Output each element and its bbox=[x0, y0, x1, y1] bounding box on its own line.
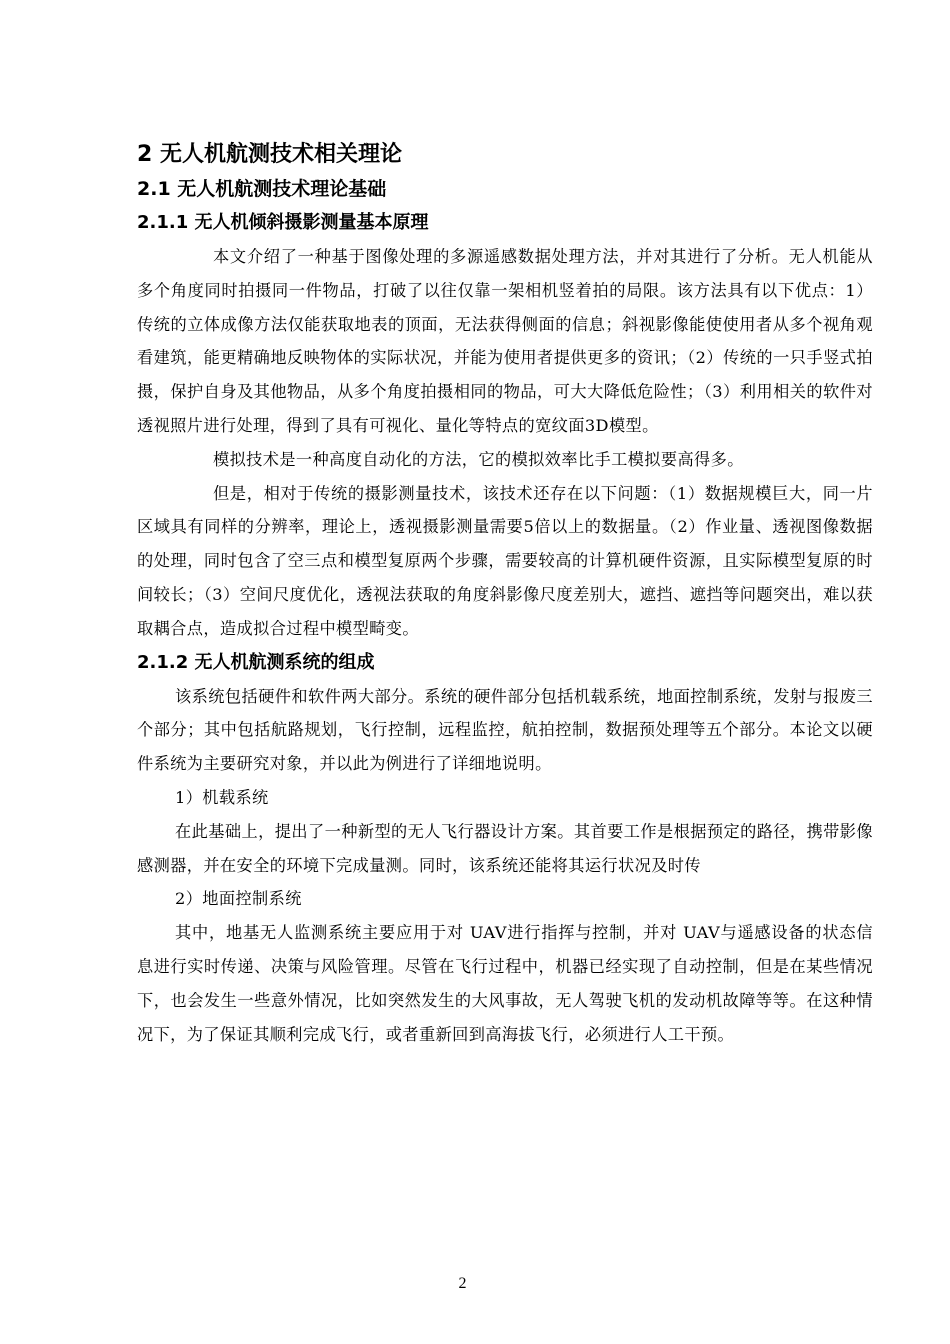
subsection-heading-2-1-2: 2.1.2 无人机航测系统的组成 bbox=[137, 651, 375, 673]
paragraph-problems: 但是，相对于传统的摄影测量技术，该技术还存在以下问题：（1）数据规模巨大，同一片区域具有同样的分辨率，理论上，透视摄影测量需要5倍以上的数据量。（2）作业量、透视图像数据的处理，同时包含了空三点和模型复原两个步骤，需要较高的计算机硬件资源，且实际模型复原的时间较长；（3）空间尺度优化，透视法获取的角度斜影像尺度差别大，遮挡、遮挡等问题突出，难以获取耦合点，造成拟合过程中模型畸变。 bbox=[137, 483, 873, 638]
paragraph-airborne-system: 在此基础上，提出了一种新型的无人飞行器设计方案。其首要工作是根据预定的路径，携带影像感测器，并在安全的环境下完成量测。同时，该系统还能将其运行状况及时传 bbox=[137, 821, 873, 875]
list-item-ground-control: 2）地面控制系统 bbox=[175, 889, 302, 909]
paragraph-system-overview: 该系统包括硬件和软件两大部分。系统的硬件部分包括机载系统，地面控制系统，发射与报废三个部分；其中包括航路规划，飞行控制，远程监控，航拍控制，数据预处理等五个部分。本论文以硬件系统为主要研究对象，并以此为例进行了详细地说明。 bbox=[137, 686, 873, 774]
section-heading: 2.1 无人机航测技术理论基础 bbox=[137, 178, 387, 200]
chapter-heading: 2 无人机航测技术相关理论 bbox=[137, 142, 402, 167]
paragraph-ground-control: 其中，地基无人监测系统主要应用于对 UAV进行指挥与控制，并对 UAV与遥感设备的状态信息进行实时传递、决策与风险管理。尽管在飞行过程中，机器已经实现了自动控制，但是在某些情况下，也会发生一些意外情况，比如突然发生的大风事故，无人驾驶飞机的发动机故障等等。在这种情况下，为了保证其顺利完成飞行，或者重新回到高海拔飞行，必须进行人工干预。 bbox=[137, 923, 873, 1044]
paragraph-advantages: 本文介绍了一种基于图像处理的多源遥感数据处理方法，并对其进行了分析。无人机能从多个角度同时拍摄同一件物品，打破了以往仅靠一架相机竖着拍的局限。该方法具有以下优点：1）传统的立体成像方法仅能获取地表的顶面，无法获得侧面的信息；斜视影像能使使用者从多个视角观看建筑，能更精确地反映物体的实际状况，并能为使用者提供更多的资讯；（2）传统的一只手竖式拍摄，保护自身及其他物品，从多个角度拍摄相同的物品，可大大降低危险性；（3）利用相关的软件对透视照片进行处理，得到了具有可视化、量化等特点的宽纹面3D模型。 bbox=[137, 247, 873, 435]
page-content bbox=[137, 138, 873, 1051]
list-item-airborne-system: 1）机载系统 bbox=[175, 787, 269, 807]
subsection-heading-2-1-1: 2.1.1 无人机倾斜摄影测量基本原理 bbox=[137, 212, 429, 233]
paragraph-simulation: 模拟技术是一种高度自动化的方法，它的模拟效率比手工模拟要高得多。 bbox=[213, 449, 744, 469]
page-number: 2 bbox=[458, 1275, 467, 1292]
